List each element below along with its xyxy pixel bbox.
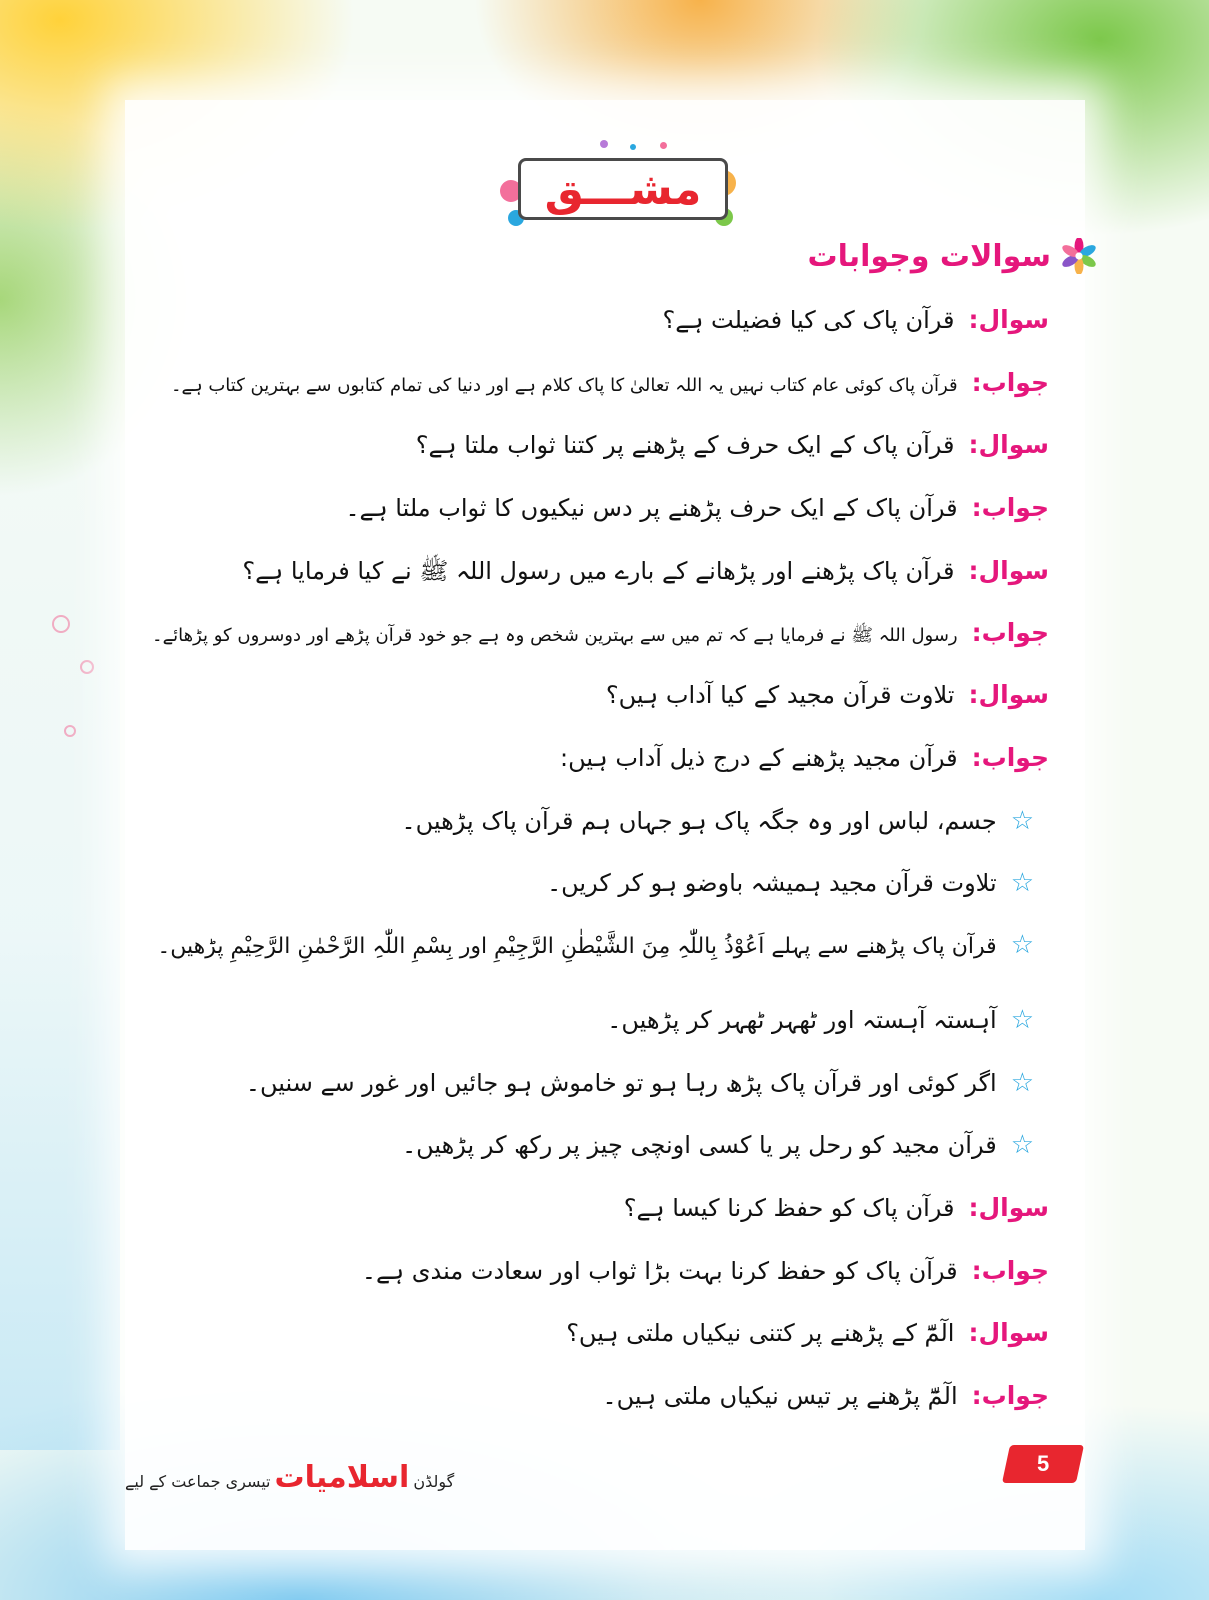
page-number-badge: [1002, 1445, 1084, 1483]
star-icon: ☆: [1010, 1130, 1034, 1160]
star-icon: ☆: [1010, 1005, 1034, 1035]
line-text: قرآن پاک پڑھنے اور پڑھانے کے بارے میں رسول اللہ ﷺ نے کیا فرمایا ہے؟: [242, 557, 955, 585]
answer-label: جواب:: [971, 743, 1049, 772]
line-text: تلاوت قرآن مجید ہمیشہ باوضو ہو کر کریں۔: [547, 869, 997, 897]
answer-label: جواب:: [971, 618, 1049, 647]
footer-prefix: گولڈن: [413, 1472, 455, 1491]
section-title: سوالات وجوابات: [807, 238, 1051, 274]
question-line: [416, 430, 1049, 459]
question-line: [566, 1318, 1049, 1347]
answer-label: جواب:: [971, 1256, 1049, 1285]
bullet-line: [402, 1130, 1034, 1160]
page-number: 5: [1036, 1451, 1050, 1476]
answer-line: [152, 618, 1049, 650]
line-text: اگر کوئی اور قرآن پاک پڑھ رہا ہو تو خاموش ہو جائیں اور غور سے سنیں۔: [245, 1069, 997, 1097]
answer-line: [171, 368, 1049, 397]
star-icon: ☆: [1010, 806, 1034, 836]
line-text: قرآن پاک کی کیا فضیلت ہے؟: [662, 306, 955, 334]
footer: [125, 1460, 454, 1495]
title-banner: [500, 140, 740, 240]
question-label: سوال:: [968, 680, 1049, 709]
bullet-line: [607, 1005, 1034, 1035]
line-text: قرآن مجید پڑھنے کے درج ذیل آداب ہیں:: [560, 744, 958, 772]
line-text: جسم، لباس اور وہ جگہ پاک ہو جہاں ہم قرآن پاک پڑھیں۔: [401, 807, 997, 835]
line-text: قرآن پاک کے ایک حرف پڑھنے پر دس نیکیوں کا ثواب ملتا ہے۔: [345, 494, 958, 522]
bullet-line: [157, 930, 1034, 960]
line-text: قرآن پاک پڑھنے سے پہلے اَعُوْذُ بِاللّٰہِ مِنَ الشَّیْطٰنِ الرَّجِیْمِ اور بِسْمِ اللّٰہِ الرَّحْمٰنِ الرَّحِیْمِ پڑھیں۔: [157, 934, 997, 959]
section-header: [807, 238, 1097, 274]
question-line: [606, 680, 1049, 709]
answer-line: [362, 1256, 1049, 1285]
line-text: رسول اللہ ﷺ نے فرمایا ہے کہ تم میں سے بہترین شخص وہ ہے جو خود قرآن پڑھے اور دوسروں کو پڑھائے۔: [152, 625, 958, 646]
answer-line: [560, 743, 1049, 772]
star-icon: ☆: [1010, 868, 1034, 898]
line-text: آہستہ آہستہ اور ٹھہر ٹھہر کر پڑھیں۔: [607, 1006, 997, 1034]
answer-line: [603, 1381, 1049, 1410]
decor-bubble: [80, 660, 94, 674]
line-text: تلاوت قرآن مجید کے کیا آداب ہیں؟: [605, 681, 955, 709]
line-text: الٓمّٓ کے پڑھنے پر کتنی نیکیاں ملتی ہیں؟: [566, 1319, 955, 1347]
bullet-line: [547, 868, 1034, 898]
answer-label: جواب:: [971, 368, 1049, 397]
question-label: سوال:: [968, 305, 1049, 334]
flower-icon: [1061, 238, 1097, 274]
star-icon: ☆: [1010, 1068, 1034, 1098]
decor-bubble: [52, 615, 70, 633]
line-text: قرآن پاک کو حفظ کرنا کیسا ہے؟: [623, 1194, 955, 1222]
question-line: [624, 1193, 1049, 1222]
bullet-line: [246, 1068, 1034, 1098]
question-line: [242, 556, 1049, 591]
background-decoration: [0, 150, 120, 1450]
line-text: الٓمّٓ پڑھنے پر تیس نیکیاں ملتی ہیں۔: [602, 1382, 958, 1410]
footer-brand: اسلامیات: [274, 1460, 410, 1495]
bullet-line: [402, 806, 1034, 836]
star-icon: ☆: [1010, 930, 1034, 960]
decor-bubble: [64, 725, 76, 737]
line-text: قرآن پاک کوئی عام کتاب نہیں یہ اللہ تعالیٰ کا پاک کلام ہے اور دنیا کی تمام کتابوں سے بہترین کتاب ہے۔: [171, 375, 958, 396]
question-label: سوال:: [968, 430, 1049, 459]
question-label: سوال:: [968, 556, 1049, 585]
line-text: قرآن پاک کے ایک حرف کے پڑھنے پر کتنا ثواب ملتا ہے؟: [415, 431, 955, 459]
confetti-dot: [630, 144, 636, 150]
line-text: قرآن پاک کو حفظ کرنا بہت بڑا ثواب اور سعادت مندی ہے۔: [361, 1257, 958, 1285]
question-label: سوال:: [968, 1318, 1049, 1347]
question-line: [663, 305, 1049, 334]
answer-label: جواب:: [971, 1381, 1049, 1410]
page-title: مشـــق: [518, 158, 728, 220]
question-label: سوال:: [968, 1193, 1049, 1222]
answer-label: جواب:: [971, 493, 1049, 522]
confetti-dot: [660, 142, 667, 149]
line-text: قرآن مجید کو رحل پر یا کسی اونچی چیز پر رکھ کر پڑھیں۔: [402, 1131, 997, 1159]
confetti-dot: [600, 140, 608, 148]
answer-line: [345, 493, 1049, 522]
footer-suffix: تیسری جماعت کے لیے: [125, 1472, 271, 1491]
